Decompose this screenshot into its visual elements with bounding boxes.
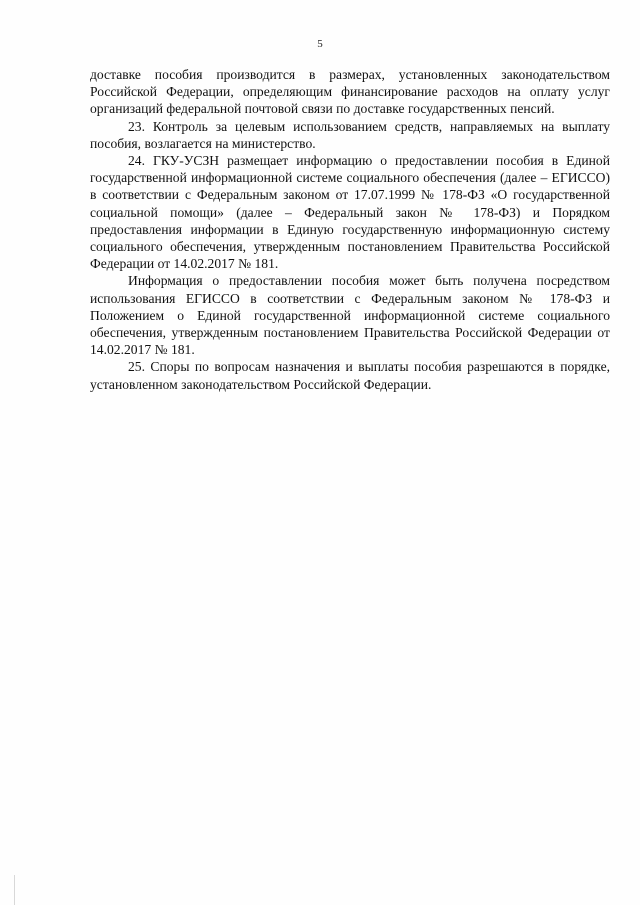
paragraph-24: 24. ГКУ-УСЗН размещает информацию о предоставлении пособия в Единой государственной информационной системе социального обеспечения (далее – ЕГИССО) в соответствии с Федеральным законом от 17.07.1999 № 178-ФЗ «О государственной социальной помощи» (далее – Федеральный закон № 178-ФЗ) и Порядком предоставления информации в Единую государственную информационную систему социального обеспечения, утвержденным постановлением Правительства Российской Федерации от 14.02.2017 № 181. (90, 153, 610, 272)
document-body (90, 66, 610, 393)
paragraph-24-info: Информация о предоставлении пособия может быть получена посредством использования ЕГИССО в соответствии с Федеральным законом № 178-ФЗ и Положением о Единой государственной информационной системе социального обеспечения, утвержденным постановлением Правительства Российской Федерации от 14.02.2017 № 181. (90, 273, 610, 358)
paragraph-25: 25. Споры по вопросам назначения и выплаты пособия разрешаются в порядке, установленном законодательством Российской Федерации. (90, 359, 610, 392)
page-number: 5 (317, 38, 323, 50)
paragraph-continuation: доставке пособия производится в размерах, установленных законодательством Российской Федерации, определяющим финансирование расходов на оплату услуг организаций федеральной почтовой связи по доставке государственных пенсий. (90, 67, 610, 117)
scan-edge-line (14, 875, 15, 905)
paragraph-23: 23. Контроль за целевым использованием средств, направляемых на выплату пособия, возлагается на министерство. (90, 118, 610, 151)
